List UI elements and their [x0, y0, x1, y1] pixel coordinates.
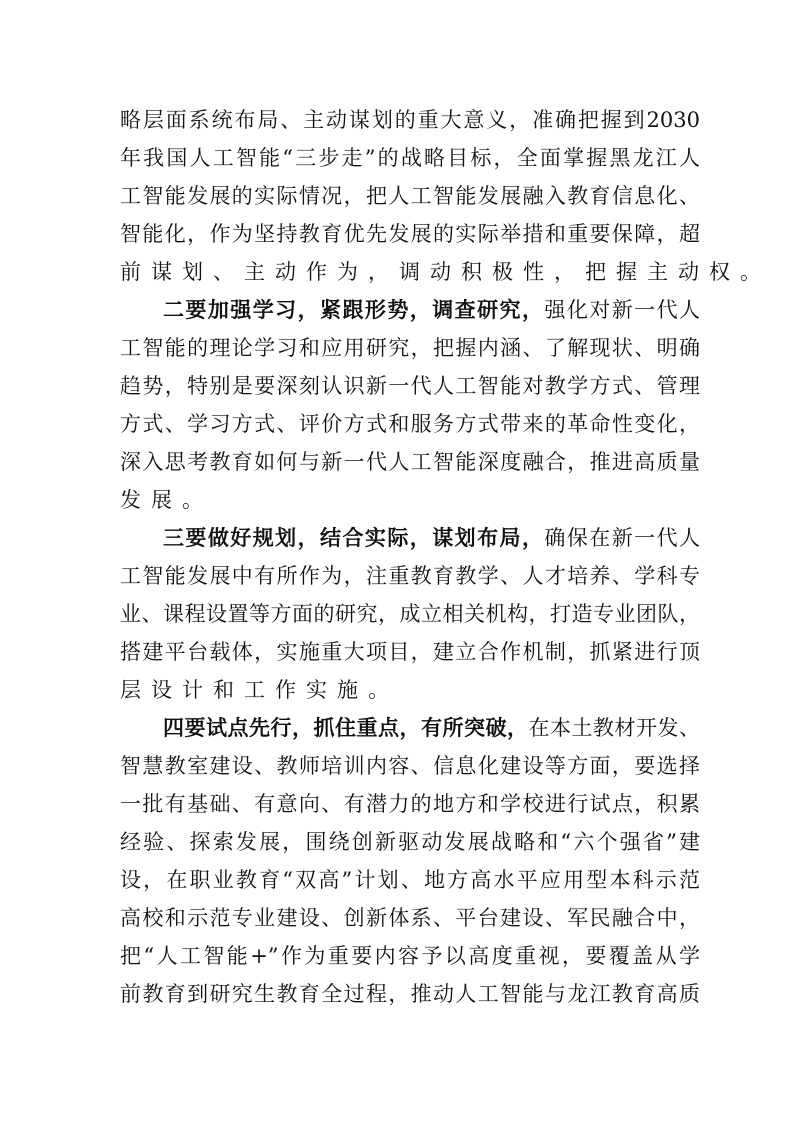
line-text: 智慧教室建设、教师培训内容、信息化建设等方面，要选择	[120, 754, 700, 778]
line-text: 确保在新一代人	[544, 526, 700, 550]
text-line	[120, 329, 700, 367]
line-text: 把“人工智能+”作为重要内容予以高度重视，要覆盖从学	[120, 944, 700, 968]
line-text: 搭建平台载体，实施重大项目，建立合作机制，抓紧进行顶	[120, 640, 700, 664]
text-line	[120, 443, 700, 481]
bold-lead: 四要试点先行，抓住重点，有所突破，	[163, 716, 529, 740]
text-line	[120, 557, 700, 595]
text-line	[120, 595, 700, 633]
text-line	[163, 519, 700, 557]
text-line	[120, 139, 700, 177]
text-line	[120, 177, 700, 215]
line-text: 年我国人工智能“三步走”的战略目标，全面掌握黑龙江人	[120, 146, 700, 170]
text-line	[120, 405, 700, 443]
line-text: 方式、学习方式、评价方式和服务方式带来的革命性变化，	[120, 412, 700, 436]
bold-lead: 三要做好规划，结合实际，谋划布局，	[163, 526, 545, 550]
text-line	[120, 633, 700, 671]
line-text: 强化对新一代人	[544, 298, 700, 322]
line-text: 高校和示范专业建设、创新体系、平台建设、军民融合中，	[120, 906, 700, 930]
text-line	[163, 291, 700, 329]
line-text: 发展。	[120, 488, 213, 512]
text-line	[120, 671, 700, 709]
text-line	[120, 481, 700, 519]
text-line	[120, 937, 700, 975]
text-line	[120, 975, 700, 1013]
line-text: 在本土教材开发、	[528, 716, 700, 740]
line-text: 经验、探索发展，围绕创新驱动发展战略和“六个强省”建	[120, 830, 700, 854]
text-line	[120, 215, 700, 253]
text-line	[120, 367, 700, 405]
line-text: 前谋划、主动作为，调动积极性，把握主动权。	[120, 260, 771, 284]
line-text: 一批有基础、有意向、有潜力的地方和学校进行试点，积累	[120, 792, 700, 816]
text-line	[120, 747, 700, 785]
line-text: 深入思考教育如何与新一代人工智能深度融合，推进高质量	[120, 450, 700, 474]
text-line	[120, 899, 700, 937]
line-text: 智能化，作为坚持教育优先发展的实际举措和重要保障，超	[120, 222, 700, 246]
text-line	[120, 861, 700, 899]
text-line	[120, 101, 700, 139]
line-text: 略层面系统布局、主动谋划的重大意义，准确把握到2030	[120, 108, 700, 132]
text-line	[120, 253, 771, 291]
line-text: 层设计和工作实施。	[120, 678, 399, 702]
line-text: 设，在职业教育“双高”计划、地方高水平应用型本科示范	[120, 868, 700, 892]
line-text: 工智能的理论学习和应用研究，把握内涵、了解现状、明确	[120, 336, 700, 360]
line-text: 业、课程设置等方面的研究，成立相关机构，打造专业团队，	[120, 602, 700, 626]
line-text: 工智能发展的实际情况，把人工智能发展融入教育信息化、	[120, 184, 700, 208]
text-line	[120, 785, 700, 823]
line-text: 工智能发展中有所作为，注重教育教学、人才培养、学科专	[120, 564, 700, 588]
text-line	[163, 709, 700, 747]
text-line	[120, 823, 700, 861]
bold-lead: 二要加强学习，紧跟形势，调查研究，	[163, 298, 545, 322]
line-text: 趋势，特别是要深刻认识新一代人工智能对教学方式、管理	[120, 374, 700, 398]
line-text: 前教育到研究生教育全过程，推动人工智能与龙江教育高质	[120, 982, 700, 1006]
